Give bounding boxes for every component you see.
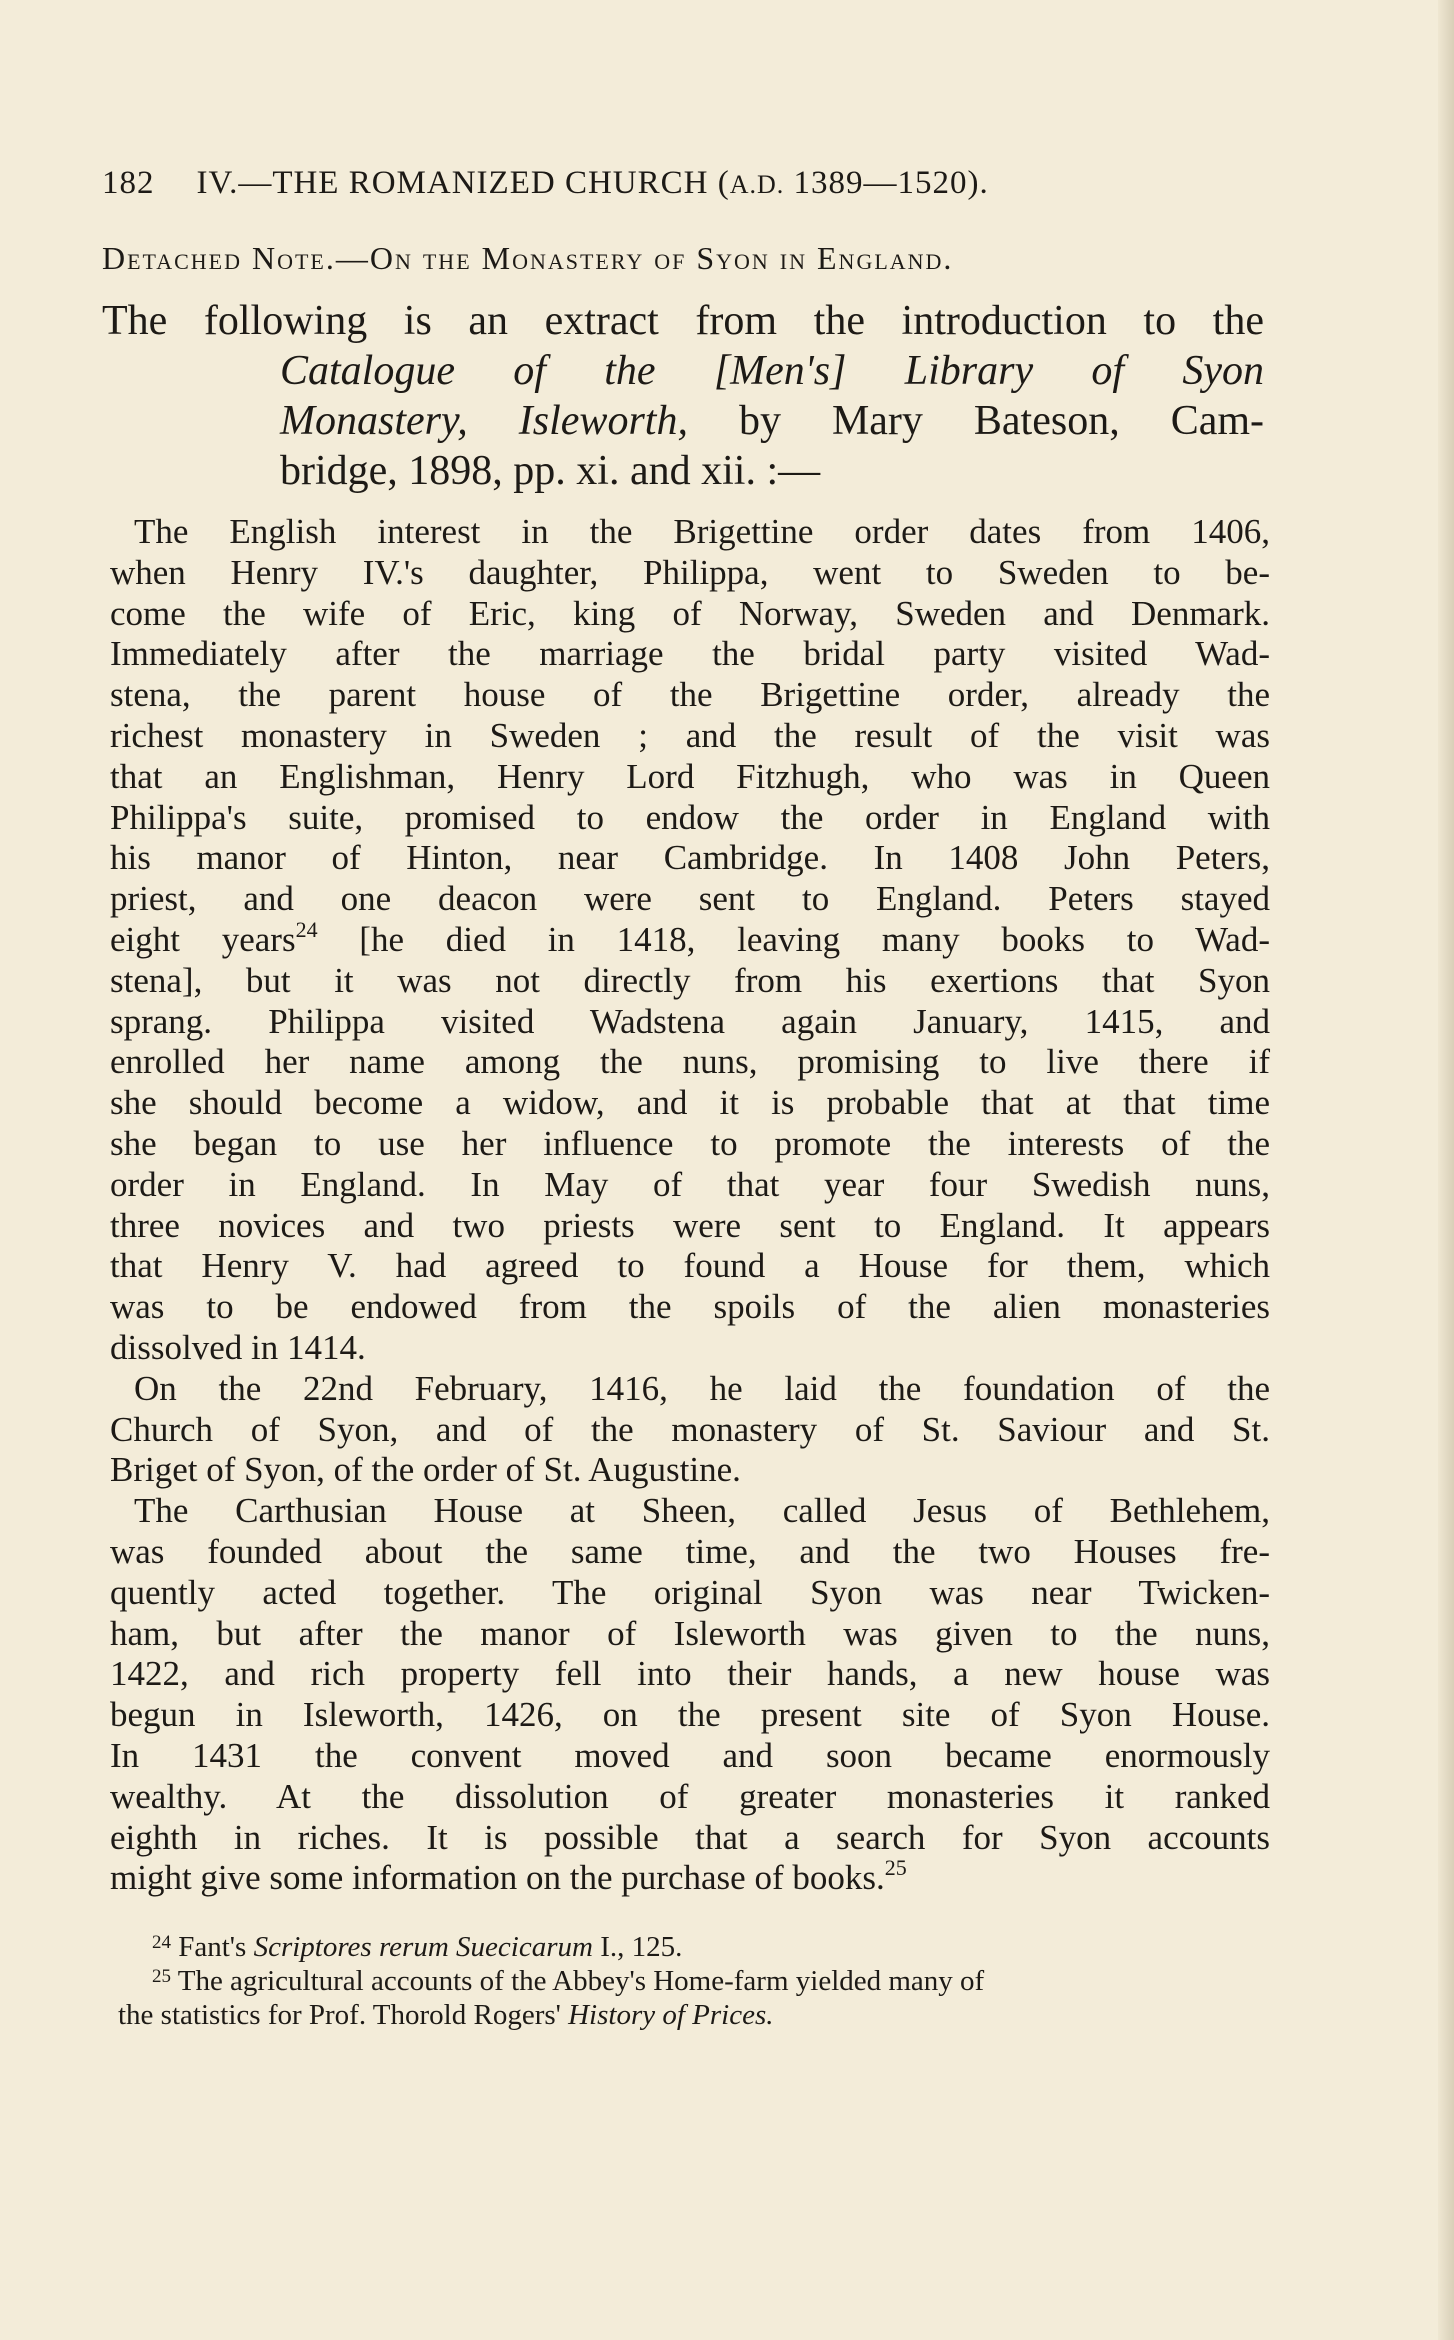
body-line: she began to use her influence to promote the interests of the — [110, 1123, 1270, 1163]
intro-line: The following is an extract from the introduction to the — [102, 298, 1264, 344]
footnote-number: 24 — [152, 1932, 171, 1953]
body-line: On the 22nd February, 1416, he laid the foundation of the — [134, 1368, 1270, 1408]
footnote-citation-title: Scriptores rerum Suecicarum — [253, 1931, 593, 1963]
body-line: stena], but it was not directly from his exertions that Syon — [110, 960, 1270, 1000]
running-head-title: IV.—THE ROMANIZED CHURCH ( — [196, 165, 730, 201]
body-line: quently acted together. The original Syon was near Twicken- — [110, 1572, 1270, 1612]
section-heading — [102, 240, 1282, 277]
body-line: The Carthusian House at Sheen, called Jesus of Bethlehem, — [134, 1491, 1270, 1531]
body-text-run: [he died in 1418, leaving many books to Wad- — [317, 919, 1270, 959]
body-line: that Henry V. had agreed to found a House for them, which — [110, 1246, 1270, 1286]
body-line — [110, 916, 1270, 961]
body-line: richest monastery in Sweden ; and the result of the visit was — [110, 715, 1270, 755]
body-line: begun in Isleworth, 1426, on the present site of Syon House. — [110, 1695, 1270, 1735]
footnote-text: The agricultural accounts of the Abbey's Home-farm yielded many of — [171, 1965, 985, 1997]
body-line: wealthy. At the dissolution of greater monasteries it ranked — [110, 1776, 1270, 1816]
body-line: order in England. In May of that year four Swedish nuns, — [110, 1164, 1270, 1204]
body-line: three novices and two priests were sent to England. It appears — [110, 1205, 1270, 1245]
body-text-run: eight years — [110, 919, 296, 959]
footnote-25-cont — [118, 1998, 1270, 2032]
intro-line: bridge, 1898, pp. xi. and xii. :— — [280, 448, 821, 494]
body-line: The English interest in the Brigettine order dates from 1406, — [134, 512, 1270, 551]
body-line: Church of Syon, and of the monastery of St. Saviour and St. — [110, 1409, 1270, 1449]
body-line: ham, but after the manor of Isleworth was given to the nuns, — [110, 1613, 1270, 1653]
body-line: priest, and one deacon were sent to England. Peters stayed — [110, 879, 1270, 919]
catalogue-title-cont: Monastery, Isleworth, — [280, 398, 688, 444]
footnotes — [118, 1930, 1270, 2032]
extract-body — [110, 512, 1270, 1899]
body-line: stena, the parent house of the Brigettine order, already the — [110, 675, 1270, 715]
body-line — [110, 1855, 1270, 1899]
body-line: when Henry IV.'s daughter, Philippa, went to Sweden to be- — [110, 552, 1270, 592]
footnote-text: Fant's — [171, 1931, 254, 1963]
body-line: sprang. Philippa visited Wadstena again January, 1415, and — [110, 1001, 1270, 1041]
footnote-text: I., 125. — [592, 1931, 683, 1963]
body-line: 1422, and rich property fell into their hands, a new house was — [110, 1654, 1270, 1694]
body-line: In 1431 the convent moved and soon became enormously — [110, 1735, 1270, 1775]
body-text-run: might give some information on the purchase of books. — [110, 1858, 885, 1898]
footnote-citation-title: History of Prices. — [568, 1999, 774, 2031]
footnote-number: 25 — [152, 1966, 171, 1987]
body-line: Briget of Syon, of the order of St. Augustine. — [110, 1450, 741, 1490]
body-line: was founded about the same time, and the two Houses fre- — [110, 1531, 1270, 1571]
intro-line — [102, 346, 1264, 396]
body-line: eighth in riches. It is possible that a search for Syon accounts — [110, 1817, 1270, 1857]
intro-paragraph — [102, 296, 1264, 496]
intro-author: by Mary Bateson, Cam- — [687, 398, 1264, 444]
footnote-24 — [118, 1930, 1270, 1964]
page-number: 182 — [102, 165, 155, 201]
body-line: Immediately after the marriage the bridal party visited Wad- — [110, 634, 1270, 674]
body-line: was to be endowed from the spoils of the alien monasteries — [110, 1287, 1270, 1327]
body-line: dissolved in 1414. — [110, 1327, 366, 1367]
body-line: Philippa's suite, promised to endow the order in England with — [110, 797, 1270, 837]
section-heading-text: Detached Note.—On the Monastery of Syon in England. — [102, 240, 954, 276]
body-line: his manor of Hinton, near Cambridge. In 1408 John Peters, — [110, 838, 1270, 878]
footnote-25 — [118, 1964, 1270, 1998]
footnote-ref-24[interactable]: 24 — [295, 916, 318, 942]
catalogue-title: Catalogue of the [Men's] Library of Syon — [280, 348, 1264, 394]
intro-line — [102, 396, 1264, 446]
body-line: she should become a widow, and it is probable that at that time — [110, 1083, 1270, 1123]
body-line: that an Englishman, Henry Lord Fitzhugh, who was in Queen — [110, 756, 1270, 796]
body-line: enrolled her name among the nuns, promising to live there if — [110, 1042, 1270, 1082]
running-head — [102, 165, 1282, 202]
footnote-text: the statistics for Prof. Thorold Rogers' — [118, 1999, 569, 2031]
body-line: come the wife of Eric, king of Norway, Sweden and Denmark. — [110, 593, 1270, 633]
running-head-dates: 1389—1520). — [784, 165, 989, 201]
footnote-ref-25[interactable]: 25 — [884, 1855, 907, 1881]
running-head-era: A.D. — [729, 170, 785, 199]
